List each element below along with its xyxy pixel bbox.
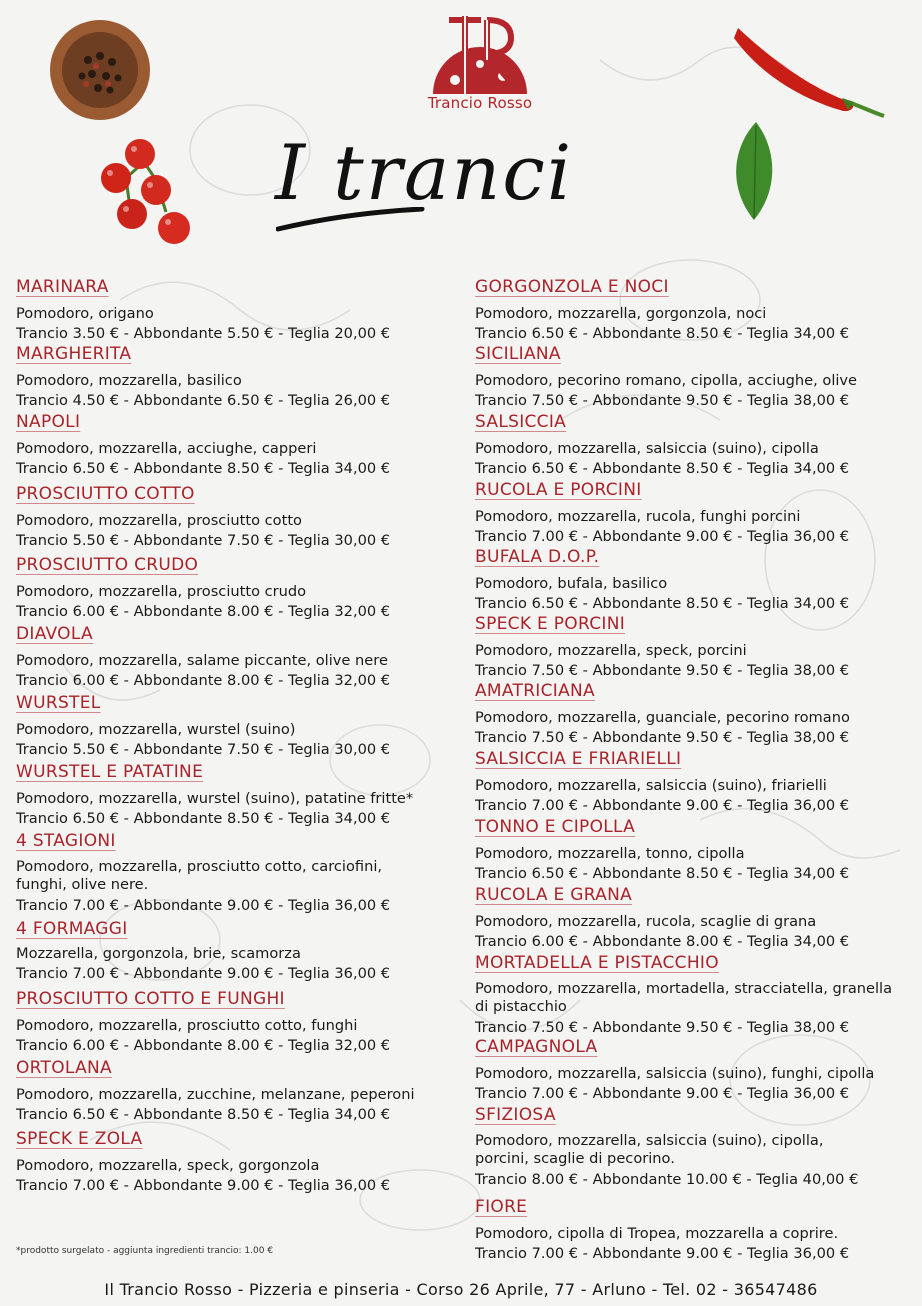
item-name: 4 FORMAGGI <box>16 919 128 939</box>
item-name: SPECK E ZOLA <box>16 1129 143 1149</box>
menu-item <box>16 692 390 760</box>
menu-item <box>475 952 895 1038</box>
menu-item <box>16 761 413 829</box>
item-price: Trancio 6.50 € - Abbondante 8.50 € - Teglia 34,00 € <box>475 460 850 477</box>
menu-item <box>16 830 436 916</box>
menu-item <box>475 479 849 547</box>
item-name: FIORE <box>475 1197 528 1217</box>
item-price: Trancio 6.50 € - Abbondante 8.50 € - Teglia 34,00 € <box>16 810 391 827</box>
menu-item <box>475 680 850 748</box>
item-price: Trancio 7.00 € - Abbondante 9.00 € - Teglia 36,00 € <box>16 965 391 982</box>
item-name: SFIZIOSA <box>475 1105 556 1125</box>
item-name: PROSCIUTTO CRUDO <box>16 555 199 575</box>
peppercorn-bowl-icon <box>48 18 152 122</box>
item-name: SALSICCIA <box>475 412 567 432</box>
item-description: Mozzarella, gorgonzola, brie, scamorza <box>16 945 301 962</box>
title-underline <box>276 207 426 233</box>
item-name: NAPOLI <box>16 412 81 432</box>
item-price: Trancio 6.50 € - Abbondante 8.50 € - Teglia 34,00 € <box>475 595 850 612</box>
item-description: Pomodoro, mozzarella, zucchine, melanzane, peperoni <box>16 1086 415 1103</box>
menu-item <box>16 483 390 551</box>
menu-item <box>475 748 849 816</box>
item-description: Pomodoro, mozzarella, speck, gorgonzola <box>16 1157 320 1174</box>
menu-item <box>16 411 390 479</box>
menu-item <box>475 1104 875 1190</box>
item-name: SICILIANA <box>475 344 561 364</box>
menu-item <box>475 343 857 411</box>
item-price: Trancio 6.50 € - Abbondante 8.50 € - Teglia 34,00 € <box>475 325 850 342</box>
item-description: Pomodoro, mozzarella, prosciutto crudo <box>16 583 307 600</box>
item-description: Pomodoro, mozzarella, rucola, scaglie di grana <box>475 913 817 930</box>
basil-leaf-icon <box>726 118 782 224</box>
menu-item <box>16 276 390 344</box>
item-price: Trancio 7.00 € - Abbondante 9.00 € - Teglia 36,00 € <box>16 897 391 914</box>
item-description: Pomodoro, pecorino romano, cipolla, acciughe, olive <box>475 372 858 389</box>
menu-item <box>475 276 849 344</box>
item-price: Trancio 3.50 € - Abbondante 5.50 € - Teglia 20,00 € <box>16 325 391 342</box>
item-price: Trancio 5.50 € - Abbondante 7.50 € - Teglia 30,00 € <box>16 532 391 549</box>
item-name: BUFALA D.O.P. <box>475 547 600 567</box>
item-description: Pomodoro, mozzarella, rucola, funghi porcini <box>475 508 801 525</box>
item-name: SALSICCIA E FRIARIELLI <box>475 749 682 769</box>
menu-item <box>16 988 390 1056</box>
item-name: TONNO E CIPOLLA <box>475 817 636 837</box>
item-name: PROSCIUTTO COTTO E FUNGHI <box>16 989 285 1009</box>
brand-logo <box>410 10 550 112</box>
menu-item <box>475 1036 874 1104</box>
page-title: I tranci <box>275 128 574 217</box>
menu-item <box>16 1057 415 1125</box>
item-name: MARINARA <box>16 277 109 297</box>
item-name: SPECK E PORCINI <box>475 614 626 634</box>
item-description: Pomodoro, cipolla di Tropea, mozzarella a coprire. <box>475 1225 839 1242</box>
item-description: Pomodoro, origano <box>16 305 154 322</box>
item-description: Pomodoro, mozzarella, basilico <box>16 372 242 389</box>
item-price: Trancio 7.50 € - Abbondante 9.50 € - Teglia 38,00 € <box>475 662 850 679</box>
pizza-slice-logo-icon <box>425 10 535 96</box>
menu-item <box>475 411 849 479</box>
item-description: Pomodoro, mozzarella, prosciutto cotto, carciofini, funghi, olive nere. <box>16 858 383 893</box>
item-description: Pomodoro, mozzarella, salsiccia (suino), funghi, cipolla <box>475 1065 875 1082</box>
item-price: Trancio 5.50 € - Abbondante 7.50 € - Teglia 30,00 € <box>16 741 391 758</box>
item-name: GORGONZOLA E NOCI <box>475 277 669 297</box>
item-name: ORTOLANA <box>16 1058 112 1078</box>
item-name: AMATRICIANA <box>475 681 595 701</box>
item-name: WURSTEL E PATATINE <box>16 762 204 782</box>
item-description: Pomodoro, mozzarella, wurstel (suino), patatine fritte* <box>16 790 414 807</box>
item-price: Trancio 7.50 € - Abbondante 9.50 € - Teglia 38,00 € <box>475 1019 850 1036</box>
brand-name: Trancio Rosso <box>427 94 533 112</box>
item-name: RUCOLA E GRANA <box>475 885 633 905</box>
item-description: Pomodoro, mozzarella, salsiccia (suino), cipolla, porcini, scaglie di pecorino. <box>475 1132 824 1167</box>
menu-item <box>16 343 390 411</box>
item-price: Trancio 6.50 € - Abbondante 8.50 € - Teglia 34,00 € <box>16 1106 391 1123</box>
item-price: Trancio 7.00 € - Abbondante 9.00 € - Teglia 36,00 € <box>475 528 850 545</box>
item-price: Trancio 4.50 € - Abbondante 6.50 € - Teglia 26,00 € <box>16 392 391 409</box>
item-description: Pomodoro, mozzarella, salsiccia (suino), cipolla <box>475 440 819 457</box>
menu-item <box>475 546 849 614</box>
item-name: CAMPAGNOLA <box>475 1037 598 1057</box>
item-price: Trancio 8.00 € - Abbondante 10.00 € - Teglia 40,00 € <box>475 1171 859 1188</box>
item-description: Pomodoro, mozzarella, mortadella, stracciatella, granella di pistacchio <box>475 980 893 1015</box>
item-name: 4 STAGIONI <box>16 831 116 851</box>
item-description: Pomodoro, mozzarella, salsiccia (suino), friarielli <box>475 777 827 794</box>
item-description: Pomodoro, mozzarella, prosciutto cotto, funghi <box>16 1017 358 1034</box>
item-price: Trancio 6.50 € - Abbondante 8.50 € - Teglia 34,00 € <box>16 460 391 477</box>
menu-item <box>475 816 849 884</box>
menu-item <box>475 613 849 681</box>
menu-item <box>475 884 849 952</box>
item-description: Pomodoro, bufala, basilico <box>475 575 668 592</box>
item-description: Pomodoro, mozzarella, gorgonzola, noci <box>475 305 767 322</box>
item-price: Trancio 7.00 € - Abbondante 9.00 € - Teglia 36,00 € <box>16 1177 391 1194</box>
item-description: Pomodoro, mozzarella, prosciutto cotto <box>16 512 302 529</box>
item-description: Pomodoro, mozzarella, wurstel (suino) <box>16 721 296 738</box>
item-name: WURSTEL <box>16 693 101 713</box>
item-price: Trancio 7.50 € - Abbondante 9.50 € - Teglia 38,00 € <box>475 392 850 409</box>
item-price: Trancio 6.00 € - Abbondante 8.00 € - Teglia 32,00 € <box>16 603 391 620</box>
cherry-tomatoes-icon <box>96 132 196 250</box>
item-price: Trancio 7.00 € - Abbondante 9.00 € - Teglia 36,00 € <box>475 1245 850 1262</box>
item-description: Pomodoro, mozzarella, acciughe, capperi <box>16 440 317 457</box>
menu-item <box>475 1196 849 1264</box>
item-price: Trancio 6.00 € - Abbondante 8.00 € - Teglia 32,00 € <box>16 672 391 689</box>
item-price: Trancio 7.00 € - Abbondante 9.00 € - Teglia 36,00 € <box>475 797 850 814</box>
item-price: Trancio 7.00 € - Abbondante 9.00 € - Teglia 36,00 € <box>475 1085 850 1102</box>
item-price: Trancio 6.50 € - Abbondante 8.50 € - Teglia 34,00 € <box>475 865 850 882</box>
item-name: PROSCIUTTO COTTO <box>16 484 195 504</box>
menu-item <box>16 554 390 622</box>
footnote: *prodotto surgelato - aggiunta ingredienti trancio: 1.00 € <box>16 1246 274 1256</box>
item-description: Pomodoro, mozzarella, guanciale, pecorino romano <box>475 709 850 726</box>
item-description: Pomodoro, mozzarella, salame piccante, olive nere <box>16 652 388 669</box>
menu-item <box>16 1128 390 1196</box>
item-name: RUCOLA E PORCINI <box>475 480 642 500</box>
item-name: MARGHERITA <box>16 344 132 364</box>
item-price: Trancio 6.00 € - Abbondante 8.00 € - Teglia 34,00 € <box>475 933 850 950</box>
item-price: Trancio 7.50 € - Abbondante 9.50 € - Teglia 38,00 € <box>475 729 850 746</box>
item-description: Pomodoro, mozzarella, tonno, cipolla <box>475 845 745 862</box>
item-price: Trancio 6.00 € - Abbondante 8.00 € - Teglia 32,00 € <box>16 1037 391 1054</box>
chili-pepper-icon <box>730 18 890 122</box>
item-name: DIAVOLA <box>16 624 93 644</box>
menu-item <box>16 623 390 691</box>
footer-contact: Il Trancio Rosso - Pizzeria e pinseria - Corso 26 Aprile, 77 - Arluno - Tel. 02 - 36547486 <box>104 1280 818 1299</box>
menu-item <box>16 918 390 984</box>
item-name: MORTADELLA E PISTACCHIO <box>475 953 719 973</box>
item-description: Pomodoro, mozzarella, speck, porcini <box>475 642 747 659</box>
